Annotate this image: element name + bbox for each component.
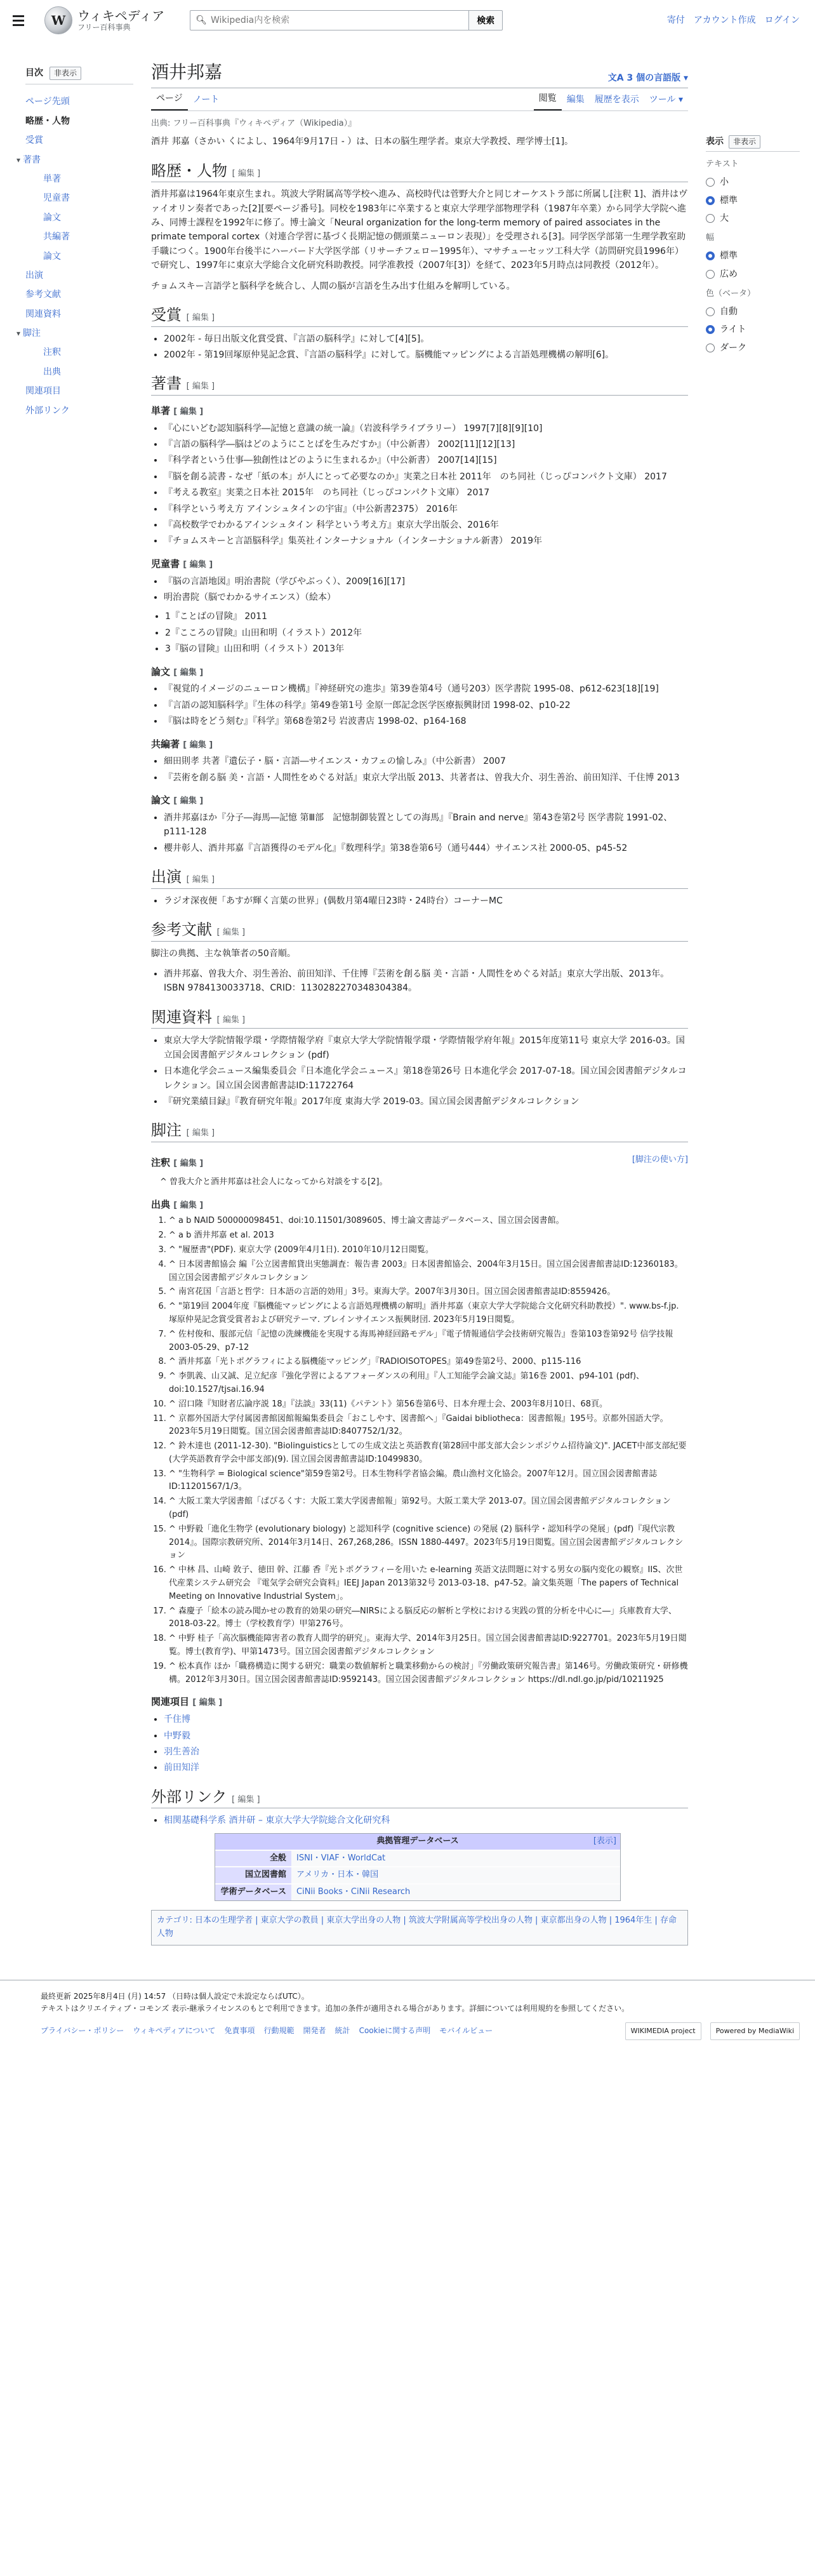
list-item: • 『心にいどむ認知脳科学―記憶と意識の統一論』（岩波科学ライブラリー） 1997[7][8][9][10] (164, 422, 688, 436)
list-item: 3. ^ "履歴書"(PDF). 東京大学 (2009年4月1日). 2010年10月12日閲覧。 (169, 1244, 688, 1257)
navbox-links[interactable]: CiNii Books・CiNii Research (296, 1887, 411, 1897)
edit-section-link[interactable]: [ 編集 ] (183, 559, 213, 570)
coedit-list (164, 754, 688, 785)
list-item: • 『脳の言語地図』明治書院（学びやぶっく）、2009[16][17] (164, 575, 688, 589)
list-item: • 『言語の認知脳科学』『生体の科学』第49巻第1号 金原一郎記念医学医療振興財団 1998-02、p10-22 (164, 698, 688, 712)
bio-paragraph-2: チョムスキー言語学と脳科学を統合し、人間の脳が言語を生み出す仕組みを解明している。 (151, 281, 515, 291)
section-related-materials: 関連資料 [ 編集 ] (151, 1007, 688, 1029)
children-books-nested-list (165, 610, 688, 656)
search-button[interactable]: 検索 (469, 10, 503, 30)
site-tagline: フリー百科事典 (77, 22, 131, 32)
list-item: • ラジオ深夜便「あすが輝く言葉の世界」(偶数月第4曜日23時・24時台）コーナーMC (164, 894, 688, 908)
footer-links (41, 2022, 800, 2040)
toc-item[interactable]: ページ先頭 (25, 97, 70, 107)
navbox-title: 典拠管理データベース (376, 1836, 459, 1846)
page-tabs (151, 88, 688, 111)
list-item: • 『科学という考え方 アインシュタインの宇宙』（中公新書2375） 2016年 (164, 502, 688, 516)
wikipedia-globe-icon: W (44, 6, 72, 34)
toc-hide-button[interactable]: 非表示 (50, 67, 81, 80)
section-biography: 略歴・人物 [ 編集 ] (151, 161, 688, 183)
page-title-row (151, 41, 688, 88)
text-size-label: テキスト (706, 159, 739, 170)
list-item: 1. ^ a b NAID 500000098451、doi:10.11501/3089605、博士論文書誌データベース、国立国会図書館。 (169, 1215, 688, 1228)
section-notes: 脚注 [ 編集 ] (151, 1120, 688, 1142)
appearance-title: 表示 (706, 137, 724, 147)
list-item: • 細田則孝 共著『遺伝子・脳・言語―サイエンス・カフェの愉しみ』（中公新書） 2007 (164, 754, 688, 768)
footer-link[interactable]: 統計 (335, 2026, 350, 2036)
toc-list (17, 92, 133, 420)
edit-section-link[interactable]: [ 編集 ] (183, 740, 213, 750)
list-item: • 『芸術を創る脳 美・言語・人間性をめぐる対話』東京大学出版 2013、共著者は、曽我大介、羽生善治、前田知洋、千住博 2013 (164, 771, 688, 785)
navbox-group: 全般 (215, 1851, 291, 1867)
radio-option[interactable]: 広め (706, 267, 800, 281)
list-item: • 1『ことばの冒険』 2011 (165, 610, 688, 624)
translate-icon: 文A (607, 73, 627, 84)
edit-section-link[interactable]: [ 編集 ] (186, 382, 215, 392)
radio-option[interactable]: 小 (706, 175, 800, 189)
toc-item[interactable]: 出演 (25, 270, 43, 281)
subsection-sources: 出典 [ 編集 ] (151, 1198, 204, 1210)
lead-paragraph: 酒井 邦嘉（さかい くによし、1964年9月17日 - ）は、日本の脳生理学者。東京大学教授、理学博士[1]。 (151, 137, 574, 147)
navbox-row (215, 1850, 620, 1867)
site-header (0, 0, 815, 41)
children-books-list (164, 575, 688, 605)
edit-section-link[interactable]: [ 編集 ] (216, 928, 246, 938)
list-item: • 『言語の脳科学―脳はどのようにことばを生みだすか』（中公新書） 2002[11][12][13] (164, 437, 688, 451)
list-item: 10. ^ 沼口隆『知財者広論序説 18』『法談』33(11)《パテント》第56巻第6号、日本弁理士会、2003年8月10日、68頁。 (169, 1398, 688, 1411)
tab-history[interactable]: 履歴を表示 (594, 95, 639, 105)
authority-control-navbox (215, 1833, 621, 1901)
tab-tools[interactable]: ツール ▾ (649, 95, 683, 105)
sources-list (169, 1215, 688, 1686)
list-item: 5. ^ 南宮花国「言語と哲学：日本語の言語的効用」3号。東海大学。2007年3月30日。国立国会図書館書誌ID:8559426。 (169, 1286, 688, 1299)
color-options (706, 305, 800, 355)
toc-item[interactable]: ▾ 著書 (17, 154, 41, 165)
language-count: 3 個の言語版 (626, 73, 681, 84)
section-books: 著書 [ 編集 ] (151, 373, 688, 396)
page-title: 酒井邦嘉 (151, 62, 223, 83)
site-logo[interactable] (44, 6, 164, 34)
list-item: • 日本進化学会ニュース編集委員会『日本進化学会ニュース』第18巻第26号 日本進化学会 2017-07-18。国立国会図書館デジタルコレクション。国立国会図書館書誌ID:11722764 (164, 1064, 688, 1093)
list-item: • 『研究業績目録』『教育研究年報』2017年度 東海大学 2019-03。国立国会図書館デジタルコレクション (164, 1095, 688, 1109)
awards-list (164, 332, 688, 363)
subsection-children: 児童書 [ 編集 ] (151, 557, 213, 570)
search-input[interactable] (211, 15, 463, 25)
edit-section-link[interactable]: [ 編集 ] (173, 667, 204, 677)
radio-icon (706, 251, 715, 260)
radio-icon (706, 325, 715, 334)
section-appearances: 出演 [ 編集 ] (151, 867, 688, 889)
list-item: 7. ^ 佐村俊和、服部元信「記憶の洗練機能を実現する海馬神経回路モデル」『電子情報通信学会技術研究報告』巻第103巻第92号 信学技報 2003-05-29、p7-12 (169, 1328, 688, 1355)
list-item: • 東京大学大学院情報学環・学際情報学府『東京大学大学院情報学環・学際情報学府年報』2015年度第11号 東京大学 2016-03。国立国会図書館デジタルコレクション (pdf) (164, 1034, 688, 1062)
navbox-group: 国立図書館 (215, 1867, 291, 1883)
text-size-options (706, 175, 800, 225)
list-item: 19. ^ 松本真作 ほか「職務構造に関する研究：職業の数値解析と職業移動からの検討」『労働政策研究報告書』第146号。労働政策研究・研修機構。2012年3月30日。国立国会図書館書誌ID:9592143。国立国会図書館デジタルコレクション https://dl.ndl.go.jp/pid/10211925 (169, 1660, 688, 1687)
appearance-hide-button[interactable]: 非表示 (729, 135, 760, 149)
list-item: • 2『こころの冒険』山田和明（イラスト）2012年 (165, 626, 688, 640)
width-label: 幅 (706, 233, 715, 243)
section-external-links: 外部リンク [ 編集 ] (151, 1787, 688, 1809)
list-item: ^ 曽我大介と酒井邦嘉は社会人になってから対談をする[2]。 (160, 1177, 388, 1187)
list-item: • 酒井邦嘉ほか『分子―海馬―記憶 第Ⅲ部 記憶制御装置としての海馬』『Brain and nerve』第43巻第2号 医学書院 1991-02、p111-128 (164, 811, 688, 839)
section-see-also: 関連項目 [ 編集 ] (151, 1696, 223, 1708)
tab-edit[interactable]: 編集 (566, 95, 585, 105)
list-item: • 『脳は時をどう刻む』『科学』第68巻第2号 岩波書店 1998-02、p164-168 (164, 714, 688, 728)
list-item: • 『チョムスキーと言語脳科学』集英社インターナショナル（インターナショナル新書） 2019年 (164, 534, 688, 548)
article-content (151, 41, 688, 1954)
edit-section-link[interactable]: [ 編集 ] (173, 1200, 204, 1210)
toc-item[interactable]: 論文 (43, 212, 61, 223)
list-item: • 酒井邦嘉、曽我大介、羽生善治、前田知洋、千住博『芸術を創る脳 美・言語・人間性をめぐる対話』東京大学出版、2013年。ISBN 9784130033718、CRID：1130282270348304384。 (164, 967, 688, 996)
toc-item[interactable]: 論文 (43, 251, 61, 262)
list-item: 8. ^ 酒井邦嘉「光トポグラフィによる脳機能マッピング」『RADIOISOTOPES』第49巻第2号、2000、p115-116 (169, 1356, 688, 1369)
edit-section-link[interactable]: [ 編集 ] (232, 1794, 260, 1805)
list-item: 18. ^ 中野 桂子「高次脳機能障害者の教育人間学的研究」。東海大学、2014年3月25日。国立国会図書館書誌ID:9227701。2023年5月19日閲覧。博士(教育学)、甲第1473号。国立国会図書館デジタルコレクション (169, 1632, 688, 1659)
list-item: 15. ^ 中野毅「進化生物学 (evolutionary biology) と認知科学 (cognitive science) の発展 (2) 脳科学・認知科学の発展」(pdf)『現代宗教2014』。国際宗教研究所、2014年3月14日、267,268,286。ISSN 1880-4497。2023年5月19日閲覧。国立国会図書館デジタルコレクション (169, 1523, 688, 1563)
last-edited: 最終更新 2025年8月4日 (月) 14:57 （日時は個人設定で未設定ならばUTC）。 (41, 1991, 309, 2001)
papers-2-list (164, 811, 688, 855)
list-item[interactable]: • 羽生善治 (164, 1745, 688, 1759)
donate-link[interactable]: 寄付 (666, 15, 685, 25)
radio-option[interactable]: 自動 (706, 305, 800, 319)
list-item: • 2002年 - 第19回塚原仲晃記念賞、『言語の脳科学』に対して。脳機能マッピングによる言語処理機構の解明[6]。 (164, 348, 688, 362)
list-item: • 『科学者という仕事―独創性はどのように生まれるか』（中公新書） 2007[14][15] (164, 453, 688, 467)
bio-paragraph-1: 酒井邦嘉は1964年東京生まれ。筑波大学附属高等学校へ進み、高校時代は菅野大介と同じオーケストラ部に所属し[注釈 1]、酒井はヴァイオリン奏者であった[2][要ページ番号]。同校を1983年に卒業すると東京大学理学部物理学科（1987年卒業）から同学大学院へ進み、同博士課程を1992年に修了。博士論文「Neural organization for the long-term memory of paired associates in the primate temporal cortex（対連合学習に基づく長期記憶の側頭葉ニューロン表現）」を受理される[3]。同学医学部第一生理学教室助手職につく。1900年台後半にハーバード大学医学部（リサーチフェロー1995年）、マサチューセッツ工科大学（訪問研究員1996年）で研究し、1997年に東京大学総合文化研究科助教授。同学准教授（2007年[3]）を経て、2023年5月時点は同教授（2012年）。 (151, 189, 688, 271)
external-links-list (164, 1813, 688, 1827)
list-item[interactable]: • 千住博 (164, 1712, 688, 1726)
edit-section-link[interactable]: [ 編集 ] (173, 406, 204, 417)
radio-icon (706, 214, 715, 223)
radio-option[interactable]: 標準 (706, 249, 800, 263)
edit-section-link[interactable]: [ 編集 ] (173, 1158, 204, 1168)
list-item: • 『考える教室』実業之日本社 2015年 のち同社（じっぴコンパクト文庫） 2017 (164, 486, 688, 500)
list-item: 6. ^ "第19回 2004年度『脳機能マッピングによる言語処理機構の解明』酒井邦嘉（東京大学大学院総合文化研究科助教授）". www.bs-f.jp. 塚原仲晃記念賞受賞者および研究テーマ. ブレインサイエンス振興財団. 2023年5月19日閲覧。 (169, 1300, 688, 1327)
chevron-down-icon[interactable]: ▾ (17, 155, 21, 164)
annotations-list (160, 1176, 688, 1189)
subsection-single: 単著 [ 編集 ] (151, 404, 204, 417)
radio-option[interactable]: 大 (706, 211, 800, 225)
list-item: 9. ^ 李凱義、山又誠、足立紀彦『強化学習によるアフォーダンスの利用』『人工知能学会論文誌』第16巻 2001、p94-101 (pdf)、doi:10.1527/tjsai.16.94 (169, 1370, 688, 1397)
subsection-coedit: 共編著 [ 編集 ] (151, 738, 213, 750)
radio-icon (706, 307, 715, 316)
subsection-papers-2: 論文 [ 編集 ] (151, 794, 204, 806)
list-item: • 明治書院（脳でわかるサイエンス）（絵本） (164, 591, 688, 604)
color-label: 色（ベータ） (706, 288, 756, 298)
site-wordmark: ウィキペディア (77, 8, 165, 23)
radio-icon (706, 178, 715, 187)
footer-badge[interactable]: Powered by MediaWiki (710, 2022, 800, 2040)
toc-item[interactable]: 外部リンク (25, 405, 70, 416)
footer-link[interactable]: プライバシー・ポリシー (41, 2026, 124, 2036)
user-links (667, 13, 800, 27)
list-item: 4. ^ 日本図書館協会 編『公立図書館貸出実態調査：報告書 2003』日本図書館協会、2004年3月15日。国立国会図書館書誌ID:12360183。国立国会図書館デジタルコレクション (169, 1258, 688, 1285)
list-item[interactable]: • 中野毅 (164, 1729, 688, 1743)
subsection-annotations: 注釈 [ 編集 ] (151, 1156, 204, 1168)
list-item: 14. ^ 大阪工業大学図書館「ぱぴるくす：大阪工業大学図書館報」第92号。大阪工業大学 2013-07。国立国会図書館デジタルコレクション (pdf) (169, 1495, 688, 1522)
toc-item[interactable]: 共編著 (43, 232, 70, 243)
section-awards: 受賞 [ 編集 ] (151, 305, 688, 327)
appearances-list (164, 894, 688, 908)
toc-item[interactable]: 関連項目 (25, 386, 61, 397)
list-item: 11. ^ 京都外国語大学付属図書館図館報編集委員会「おこしやす、図書館へ」『Gaidai bibliotheca：図書館報』195号。京都外国語大学。2023年5月19日閲覧。国立国会図書館書誌ID:8407752/1/32。 (169, 1413, 688, 1439)
search-icon: 🔍︎ (195, 15, 207, 25)
page-footer (0, 1980, 815, 2059)
width-options (706, 249, 800, 281)
references-intro: 脚注の典拠、主な執筆者の50音順。 (151, 948, 296, 959)
license-text: テキストはクリエイティブ・コモンズ 表示-継承ライセンスのもとで利用できます。追加の条件が適用される場合があります。詳細については利用規約を参照してください。 (41, 2003, 630, 2013)
navbox-row (215, 1866, 620, 1883)
navbox-row (215, 1883, 620, 1900)
references-list (164, 967, 688, 996)
navbox-toggle[interactable]: [表示] (593, 1836, 616, 1846)
see-also-list (164, 1712, 688, 1775)
footer-link[interactable]: ウィキペディアについて (133, 2026, 216, 2036)
list-item: 13. ^ "生物科学 = Biological science"第59巻第2号。日本生物科学者協会編。農山漁村文化協会。2007年12月。国立国会図書館書誌ID:11201567/1/3。 (169, 1468, 688, 1495)
toc-item[interactable]: ▾ 脚注 (17, 328, 41, 339)
category-links (151, 1910, 688, 1945)
toc-item[interactable]: 出典 (43, 366, 61, 377)
list-item: 17. ^ 森慶子「絵本の読み聞かせの教育的効果の研究―NIRSによる脳反応の解析と学校における実践の質的分析を中心に―」兵庫教育大学、2018-03-22。博士（学校教育学）甲第276号。 (169, 1605, 688, 1632)
navbox-group: 学術データベース (215, 1885, 291, 1900)
toc-item[interactable]: 受賞 (25, 135, 43, 146)
edit-section-link[interactable]: [ 編集 ] (192, 1698, 223, 1708)
language-button[interactable]: 文A 3 個の言語版 ▾ (607, 73, 688, 84)
navbox-links[interactable]: アメリカ・日本・韓国 (296, 1870, 379, 1880)
category-list[interactable]: カテゴリ: 日本の生理学者 | 東京大学の教員 | 東京大学出身の人物 | 筑波大学附属高等学校出身の人物 | 東京都出身の人物 | 1964年生 | 存命人物 (157, 1915, 677, 1939)
edit-section-link[interactable]: [ 編集 ] (173, 796, 204, 806)
list-item: • 櫻井彰人、酒井邦嘉『言語獲得のモデル化』『数理科学』第38巻第6号（通号444）サイエンス社 2000-05、p45-52 (164, 841, 688, 855)
footer-link[interactable]: 開発者 (303, 2026, 326, 2036)
related-materials-list (164, 1034, 688, 1109)
tab-page[interactable]: ページ (151, 91, 188, 110)
tab-read[interactable]: 閲覧 (534, 91, 562, 110)
page-source-note: 出典: フリー百科事典『ウィキペディア（Wikipedia）』 (151, 119, 357, 129)
edit-section-link[interactable]: [ 編集 ] (186, 1128, 215, 1138)
list-item: • 2002年 - 毎日出版文化賞受賞、『言語の脳科学』に対して[4][5]。 (164, 332, 688, 346)
radio-icon (706, 344, 715, 352)
toc-item[interactable]: 単著 (43, 173, 61, 184)
list-item[interactable]: • 相関基礎科学系 酒井研 – 東京大学大学院総合文化研究科 (164, 1813, 688, 1827)
list-item: • 3『脳の冒険』山田和明（イラスト）2013年 (165, 642, 688, 656)
footer-link[interactable]: 免責事項 (224, 2026, 255, 2036)
toc-item[interactable]: 児童書 (43, 193, 70, 204)
main-menu-button[interactable] (13, 15, 30, 26)
radio-icon (706, 270, 715, 279)
subsection-papers: 論文 [ 編集 ] (151, 665, 204, 677)
list-item: 12. ^ 鈴木達也 (2011-12-30). "Biolinguisticsとしての生成文法と英語教育(第28回中部支部大会シンポジウム招待論文)". JACET中部支部紀要(大学英語教育学会中部支部)(9). 国立国会図書館書誌ID:10499830。 (169, 1440, 688, 1467)
footer-badge[interactable]: WIKIMEDIA project (625, 2022, 701, 2040)
edit-section-link[interactable]: [ 編集 ] (186, 875, 215, 885)
footer-link[interactable]: モバイルビュー (439, 2026, 493, 2036)
toc-title: 目次 (25, 68, 43, 78)
list-item: 2. ^ a b 酒井邦嘉 et al. 2013 (169, 1229, 688, 1243)
edit-section-link[interactable]: [ 編集 ] (186, 312, 215, 323)
navbox-links[interactable]: ISNI・VIAF・WorldCat (296, 1853, 386, 1863)
create-account-link[interactable]: アカウント作成 (693, 15, 756, 25)
chevron-down-icon[interactable]: ▾ (17, 329, 21, 338)
list-item: • 『高校数学でわかるアインシュタイン 科学という考え方』東京大学出版会、2016年 (164, 518, 688, 532)
list-item: 16. ^ 中林 昌、山崎 敦子、徳田 幹、江藤 香『光トポグラフィーを用いた e-learning 英語文法問題に対する男女の脳内変化の観察』IIS、次世代産業システム研究会 『電気学会研究会資料』IEEJ Japan 2013第32号 2013-03-18、p47-52。論文集英題「The papers of Technical Meeting on Innovative Industrial System」。 (169, 1564, 688, 1603)
toc-item[interactable]: 参考文献 (25, 290, 61, 300)
radio-icon (706, 196, 715, 205)
toc-item[interactable]: 注釈 (43, 347, 61, 358)
footer-link[interactable]: Cookieに関する声明 (359, 2026, 431, 2036)
papers-list (164, 682, 688, 728)
radio-option[interactable]: ライト (706, 323, 800, 337)
search-form (190, 10, 503, 30)
tab-talk[interactable]: ノート (192, 95, 220, 105)
radio-option[interactable]: ダーク (706, 341, 800, 355)
toc-item[interactable]: 略歴・人物 (25, 116, 70, 126)
footer-link[interactable]: 行動規範 (263, 2026, 295, 2036)
login-link[interactable]: ログイン (764, 15, 800, 25)
edit-section-link[interactable]: [ 編集 ] (232, 168, 261, 178)
toc-item[interactable]: 関連資料 (25, 309, 61, 319)
appearance-panel (706, 41, 800, 1954)
radio-option[interactable]: 標準 (706, 194, 800, 208)
single-books-list (164, 422, 688, 549)
list-item: • 『脳を創る読書 - なぜ「紙の本」が人にとって必要なのか』実業之日本社 2011年 のち同社（じっぴコンパクト文庫） 2017 (164, 470, 688, 484)
edit-section-link[interactable]: [ 編集 ] (216, 1015, 246, 1025)
list-item[interactable]: • 前田知洋 (164, 1761, 688, 1775)
list-item: • 『視覚的イメージのニューロン機構』『神経研究の進歩』第39巻第4号（通号203）医学書院 1995-08、p612-623[18][19] (164, 682, 688, 696)
section-references: 参考文献 [ 編集 ] (151, 919, 688, 942)
footnote-help-link[interactable]: [脚注の使い方] (632, 1154, 688, 1165)
table-of-contents (17, 41, 133, 1954)
search-box (190, 10, 469, 30)
